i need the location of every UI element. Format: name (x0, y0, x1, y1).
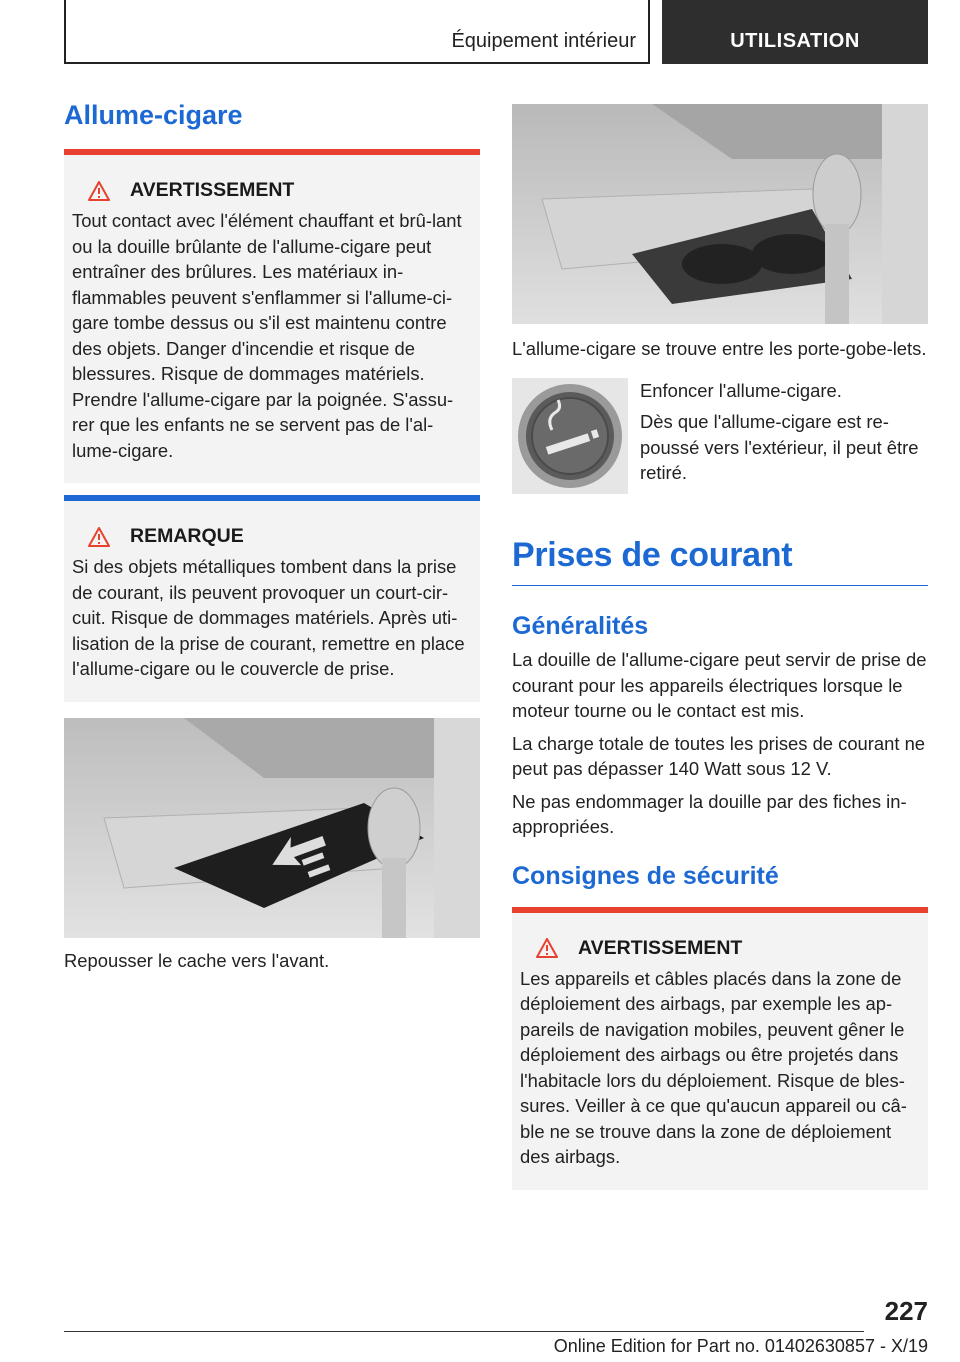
chapter-title: UTILISATION (730, 30, 860, 52)
notice-text: Si des objets métalliques tombent dans la prise de courant, ils peuvent provoquer un court-cir-cuit. Risque de dommages matériels. Après uti-lisation de la prise de courant, remettre en place l'allume-cigare ou le couvercle de prise. (72, 556, 465, 679)
caption-slide-cover: Repousser le cache vers l'avant. (64, 949, 330, 971)
chapter-tab (662, 0, 928, 64)
safety-warning-title: AVERTISSEMENT (578, 936, 743, 959)
footer-rule (64, 1331, 864, 1332)
caption-location: L'allume-cigare se trouve entre les porte-gobe-lets. (512, 338, 927, 359)
lighter-button-photo (512, 378, 628, 494)
para-general-2: La charge totale de toutes les prises de courant ne peut pas dépasser 140 Watt sous 12 V. (512, 732, 926, 779)
warning-triangle-icon (88, 181, 110, 201)
safety-warning-text: Les appareils et câbles placés dans la zone de déploiement des airbags, par exemple les ap-pareils de navigation mobiles, peuvent gêner le déploiement des airbags ou être projetés dans l'habitacle lors du déploiement. Risque de bles-sures. Veiller à ce que qu'aucun appareil ou câ-ble ne se trouve dans la zone de déploiement des airbags. (520, 967, 907, 1167)
safety-warning-box (512, 907, 928, 1190)
cover-slide-photo (64, 718, 480, 938)
page-number: 227 (884, 1296, 928, 1326)
section-title: Équipement intérieur (451, 30, 636, 52)
right-column (512, 104, 928, 1190)
step-text (640, 378, 928, 494)
para-general-3: Ne pas endommager la douille par des fiches in-appropriées. (512, 790, 907, 837)
step-remove: Dès que l'allume-cigare est re-poussé vers l'extérieur, il peut être retiré. (640, 411, 919, 483)
heading-rule (512, 585, 928, 587)
warning-triangle-icon (536, 938, 558, 958)
step-row (512, 378, 928, 494)
left-column (64, 100, 480, 973)
warning-title: AVERTISSEMENT (130, 179, 295, 201)
warning-triangle-icon (88, 527, 110, 547)
heading-cigarette-lighter: Allume-cigare (64, 100, 243, 130)
notice-box (64, 495, 480, 702)
heading-general: Généralités (512, 612, 649, 640)
heading-power-sockets: Prises de courant (512, 535, 793, 574)
heading-safety: Consignes de sécurité (512, 861, 779, 890)
notice-title: REMARQUE (130, 525, 244, 547)
warning-box (64, 149, 480, 483)
cupholder-photo (512, 104, 928, 324)
edition-text: Online Edition for Part no. 01402630857 - X/19 (553, 1336, 928, 1356)
step-press: Enfoncer l'allume-cigare. (640, 379, 842, 401)
notice-title-row (88, 525, 472, 548)
safety-warning-title-row (536, 937, 920, 960)
section-tab (64, 0, 650, 64)
warning-title-row (88, 179, 472, 202)
warning-text: Tout contact avec l'élément chauffant et brû-lant ou la douille brûlante de l'allume-cigare peut entraîner des brûlures. Les matériaux in-flammables peuvent s'enflammer si l'allume-ci-gare tombe dessus ou s'il est maintenu contre des objets. Danger d'incendie et risque de blessures. Risque de dommages matériels. Prendre l'allume-cigare par la poignée. S'assu-rer que les enfants ne se servent pas de l'al-lume-cigare. (72, 210, 462, 461)
para-general-1: La douille de l'allume-cigare peut servir de prise de courant pour les appareils électriques lorsque le moteur tourne ou le contact est mis. (512, 649, 927, 721)
page-header (64, 0, 928, 64)
